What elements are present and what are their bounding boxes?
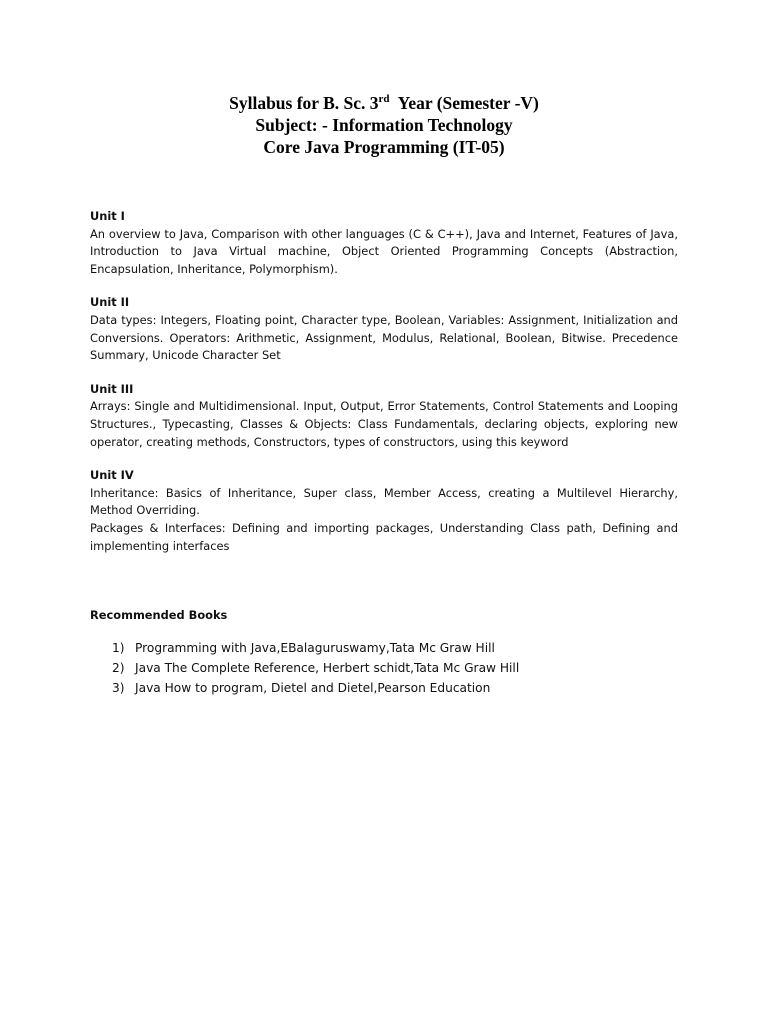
book-list-item (90, 678, 678, 698)
book-title: Java How to program, Dietel and Dietel,Pearson Education (135, 680, 491, 695)
books-heading: Recommended Books (90, 608, 228, 622)
unit-description: Data types: Integers, Floating point, Character type, Boolean, Variables: Assignment, Initialization and Conversions. Operators: Arithmetic, Assignment, Modulus, Relational, Boolean, Bitwise. Precedence Summary, Unicode Character Set (90, 312, 678, 363)
unit-block-4 (90, 467, 678, 555)
book-list-item (90, 638, 678, 658)
title-line-course (0, 92, 768, 114)
unit-heading: Unit IV (90, 468, 134, 483)
book-list-item (90, 658, 678, 678)
recommended-books-section (90, 607, 678, 698)
book-title: Programming with Java,EBalaguruswamy,Tata Mc Graw Hill (135, 640, 495, 655)
book-number: 2) (112, 660, 125, 675)
title-ordinal-suffix: rd (378, 93, 390, 105)
unit-description: Packages & Interfaces: Defining and importing packages, Understanding Class path, Defining and implementing interfaces (90, 520, 678, 553)
unit-heading: Unit II (90, 295, 130, 310)
document-title (0, 92, 768, 158)
title-course-prefix: Syllabus for B. Sc. 3 (229, 93, 379, 113)
unit-heading: Unit I (90, 209, 125, 223)
book-title: Java The Complete Reference, Herbert schidt,Tata Mc Graw Hill (135, 660, 520, 675)
unit-block-2 (90, 294, 678, 364)
units-section (90, 208, 678, 571)
title-line-subject: Subject: - Information Technology (255, 115, 513, 135)
book-number: 1) (112, 640, 125, 655)
unit-block-3 (90, 381, 678, 451)
unit-description: An overview to Java, Comparison with other languages (C & C++), Java and Internet, Features of Java, Introduction to Java Virtual machine, Object Oriented Programming Concepts (Abstraction, Encapsulation, Inheritance, Polymorphism). (90, 226, 678, 276)
unit-block-1 (90, 208, 678, 278)
book-list (90, 638, 678, 698)
book-number: 3) (112, 680, 125, 695)
unit-description: Arrays: Single and Multidimensional. Input, Output, Error Statements, Control Statements and Looping Structures., Typecasting, Classes & Objects: Class Fundamentals, declaring objects, exploring new operator, creating methods, Constructors, types of constructors, using this keyword (90, 399, 678, 449)
unit-heading: Unit III (90, 381, 134, 396)
title-line-paper: Core Java Programming (IT-05) (263, 137, 505, 157)
unit-description: Inheritance: Basics of Inheritance, Super class, Member Access, creating a Multilevel Hierarchy, Method Overriding. (90, 485, 678, 518)
title-course-suffix: Year (Semester -V) (389, 93, 539, 113)
